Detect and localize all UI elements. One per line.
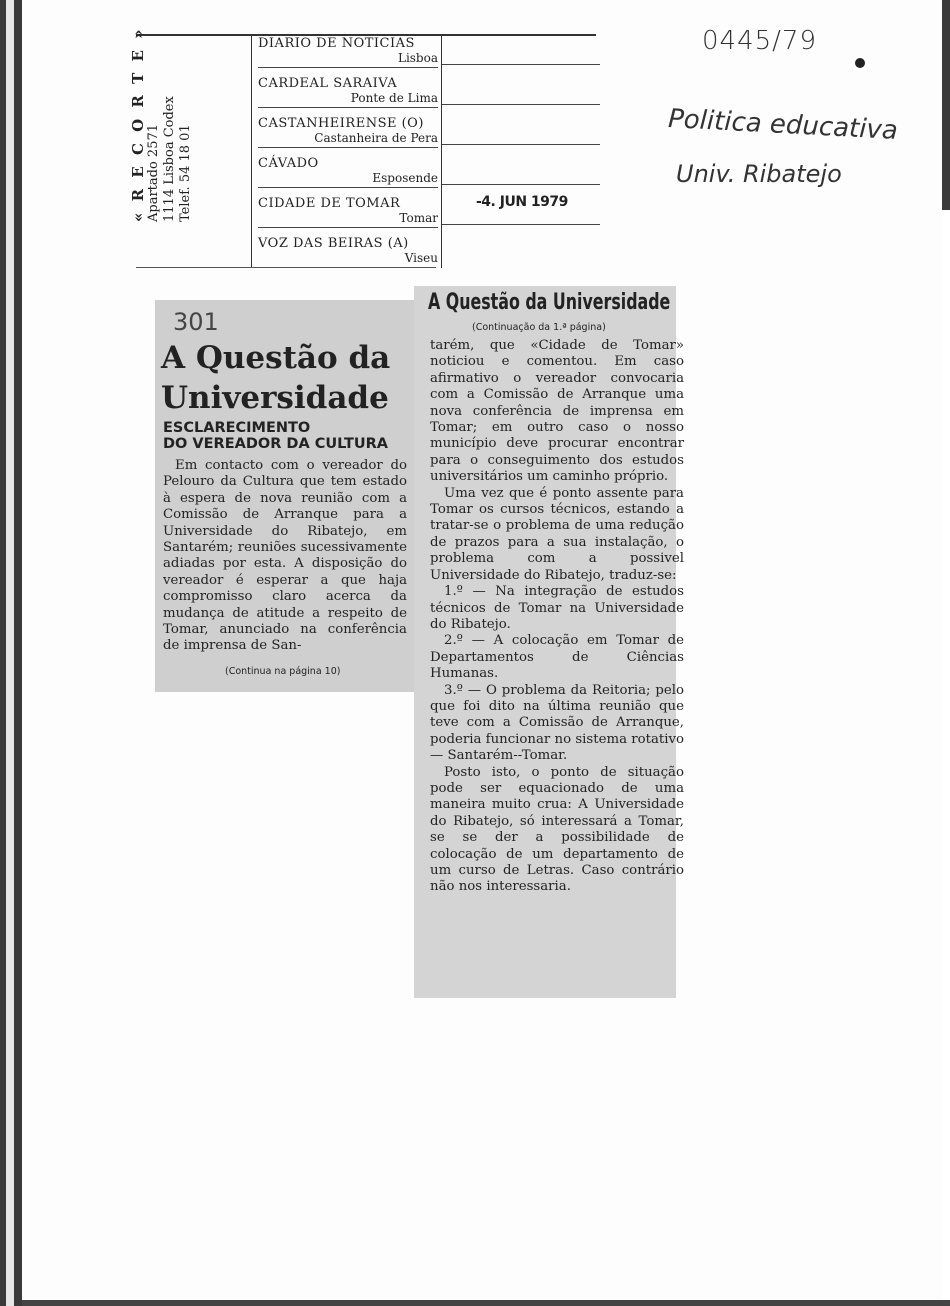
newspaper-entry [258,36,438,68]
subheadline-line: DO VEREADOR DA CULTURA [163,436,389,452]
agency-city: 1114 Lisboa Codex [162,96,177,222]
handwritten-subtopic: Univ. Ribatejo [676,160,842,188]
article-paragraph: Posto isto, o ponto de situação pode ser equacionado de uma maneira muito crua: A Universidade do Ribatejo, só interessará a Tomar, se se der a possibilidade de colocação de um departamento de um curso de Letras. Caso contrário não nos interessaria. [430,764,684,895]
agency-block [129,26,240,222]
article-paragraph: 3.º — O problema da Reitoria; pelo que foi dito na última reunião que teve com a Comissão de Arranque, poderia funcionar no sistema rotativo — Santarém--Tomar. [430,682,684,764]
scan-left-edge [0,0,22,1306]
handwritten-topic: Politica educativa [667,104,899,146]
newspaper-city: Ponte de Lima [350,91,438,105]
article-paragraph: 2.º — A colocação em Tomar de Departamentos de Ciências Humanas. [430,633,684,682]
newspaper-name: CÁVADO [258,156,319,171]
newspaper-city: Tomar [399,211,438,225]
clipping-agency-stamp [129,22,606,270]
continuation-note: (Continua na página 10) [225,666,341,677]
article-paragraph: Em contacto com o vereador do Pelouro da Cultura que tem estado à espera de nova reunião com a Comissão de Arranque para a Universidade do Ribatejo, em Santarém; reuniões sucessivamente adiadas por esta. A disposição do vereador é esperar a que haja compromisso claro acerca da mudança de atitude a respeito de Tomar, anunciado na conferência de imprensa de San- [163,458,407,654]
agency-address: Apartado 2571 [146,123,161,222]
newspaper-entry [258,196,438,228]
newspaper-name: VOZ DAS BEIRAS (A) [258,236,409,251]
date-stamp: -4. JUN 1979 [476,194,568,210]
article-paragraph: tarém, que «Cidade de Tomar» noticiou e comentou. Em caso afirmativo o vereador convocaria com a Comissão de Arranque uma nova conferência de imprensa em Tomar; em outro caso o nosso município deve procurar encontrar para o conseguimento dos estudos universitários um caminho próprio. [430,338,684,485]
newspaper-name: CIDADE DE TOMAR [258,196,401,211]
newspaper-entry [258,116,438,148]
handwritten-mark: 301 [173,308,219,336]
newspaper-city: Esposende [372,171,438,185]
article-body [163,458,407,655]
article-headline: A Questão da Universidade [428,290,671,315]
newspaper-entry [258,76,438,108]
article-body [430,338,684,896]
scan-bottom-edge [22,1300,950,1306]
newspaper-city: Lisboa [397,51,438,65]
newspaper-clipping-front [155,300,419,692]
newspaper-entry [258,236,438,265]
article-subheadline [163,420,388,452]
newspaper-entry [258,156,438,188]
continuation-note: (Continuação da 1.ª página) [472,322,606,333]
article-paragraph: Uma vez que é ponto assente para Tomar os cursos técnicos, estando a tratar-se o problema de uma redução de prazos para a sua instalação, o problema com a possivel Universidade do Ribatejo, traduz-se: [430,485,684,583]
agency-name: « R E C O R T E » [129,26,147,222]
newspaper-name: CASTANHEIRENSE (O) [258,116,424,131]
subheadline-line: ESCLARECIMENTO [163,420,311,436]
newspaper-city: Viseu [404,251,438,265]
newspaper-name: DIARIO DE NOTICIAS [258,36,415,51]
newspaper-clipping-continuation [414,286,684,998]
newspaper-name: CARDEAL SARAIVA [258,76,398,91]
article-headline: A Questão da Universidade [161,340,391,416]
handwritten-reference: 0445/79 [702,26,818,56]
agency-phone: Telef. 54 18 01 [178,124,193,222]
ink-dot [855,58,865,68]
stamp-bottom-rule [136,267,436,268]
article-paragraph: 1.º — Na integração de estudos técnicos de Tomar na Universidade do Ribatejo. [430,584,684,632]
stamp-divider [441,36,442,268]
scan-right-edge [942,0,950,210]
newspaper-city: Castanheira de Pera [314,131,438,145]
stamp-divider [251,36,252,268]
